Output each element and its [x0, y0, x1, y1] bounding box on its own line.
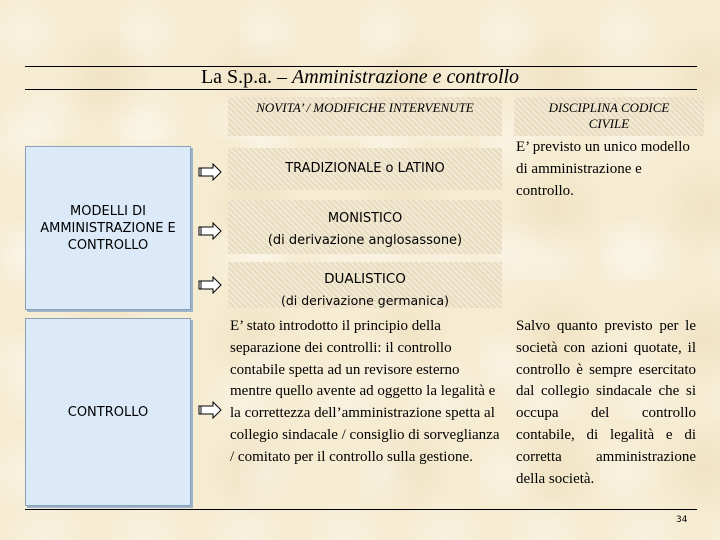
control-civil-code-text: Salvo quanto previsto per le società con azioni quotate, il controllo è sempre esercitato dal collegio sindacale che si occupa del controllo contabile, di legalità e di corretta amministrazione della società.	[516, 318, 696, 487]
model-monistic: MONISTICO (di derivazione anglosassone)	[228, 200, 502, 254]
control-novelty-text: E’ stato introdotto il principio della separazione dei controlli: il controllo contabile spetta ad un revisore esterno mentre quello avente ad oggetto la legalità e la correttezza dell’amministrazione spetta al collegio sindacale / consiglio di sorveglianza / comitato per il controllo sulla gestione.	[230, 318, 500, 465]
header-civil-code: DISCIPLINA CODICE CIVILE	[514, 97, 704, 136]
control-box: CONTROLLO	[25, 318, 191, 506]
civil-code-models-text: E’ previsto un unico modello di amministrazione e controllo.	[516, 139, 690, 199]
page-title: La S.p.a. – Amministrazione e controllo	[200, 66, 520, 88]
arrow-right-icon	[198, 163, 222, 181]
arrow-right-icon	[198, 401, 222, 419]
model-dualistic: DUALISTICO (di derivazione germanica)	[228, 262, 502, 308]
page-number: 34	[676, 515, 688, 525]
arrow-right-icon	[198, 222, 222, 240]
bottom-rule	[25, 509, 697, 510]
model-traditional: TRADIZIONALE o LATINO	[228, 148, 502, 190]
header-novelties: NOVITA’ / MODIFICHE INTERVENUTE	[228, 97, 502, 136]
arrow-right-icon	[198, 276, 222, 294]
models-box: MODELLI DI AMMINISTRAZIONE E CONTROLLO	[25, 146, 191, 310]
title-rule	[25, 89, 697, 90]
